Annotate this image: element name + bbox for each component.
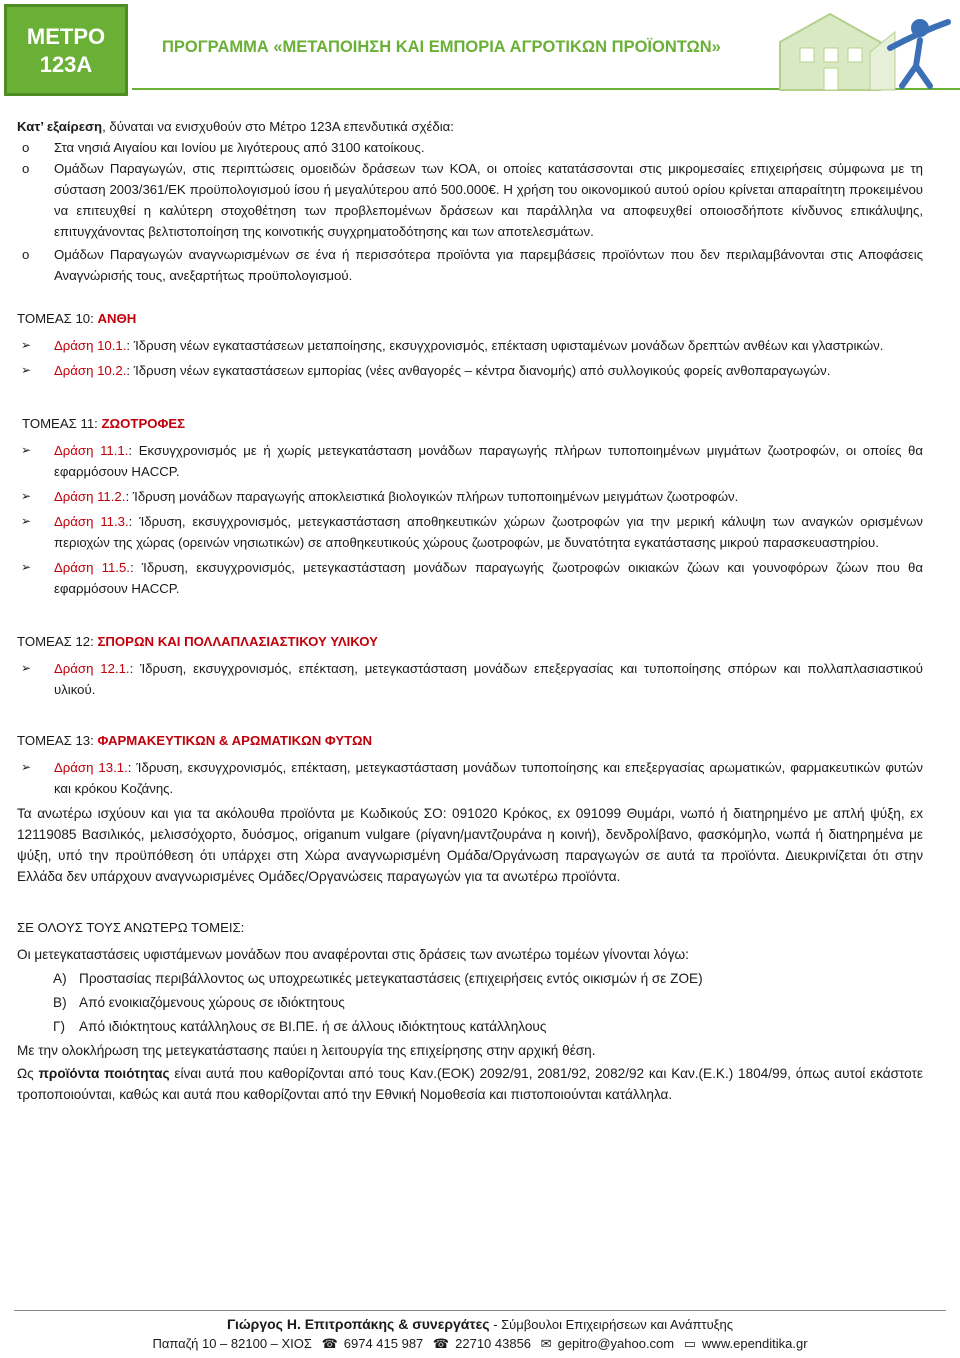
- intro-bullet: o Στα νησιά Αιγαίου και Ιονίου με λιγότερους από 3100 κατοίκους.: [22, 140, 425, 155]
- all-sectors-heading: ΣΕ ΟΛΟΥΣ ΤΟΥΣ ΑΝΩΤΕΡΩ ΤΟΜΕΙΣ:: [17, 920, 245, 935]
- quality-products-paragraph: Ως προϊόντα ποιότητας είναι αυτά που καθορίζονται από τους Καν.(ΕΟΚ) 2092/91, 2081/92, 2082/92 και Καν.(Ε.Κ.) 1804/99, όπως αυτοί εκάστοτε τροποποιούνται, καθώς και αυτά που καθορίζονται από την Εθνική Νομοθεσία και πιστοποιούνται κατάλληλα.: [17, 1066, 923, 1102]
- sector13-heading: ΤΟΜΕΑΣ 13: ΦΑΡΜΑΚΕΥΤΙΚΩΝ & ΑΡΩΜΑΤΙΚΩΝ ΦΥΤΩΝ: [17, 733, 373, 748]
- action-item: ➢ Δράση 11.1.: Εκσυγχρονισμός με ή χωρίς μετεγκατάσταση μονάδων παραγωγής πλήρων τυποποιημένων μιγμάτων ζωοτροφών, οι οποίες θα εφαρμόσουν HACCP.: [21, 443, 923, 479]
- house-person-logo-icon: [770, 2, 958, 94]
- footer-company: Γιώργος Η. Επιτροπάκης & συνεργάτες - Σύμβουλοι Επιχειρήσεων και Ανάπτυξης: [226, 1316, 733, 1332]
- sector11-heading: ΤΟΜΕΑΣ 11: ΖΩΟΤΡΟΦΕΣ: [22, 416, 186, 431]
- logo-line2: 123Α: [39, 52, 93, 77]
- document-body: [17, 116, 923, 1105]
- relocation-completion: Με την ολοκλήρωση της μετεγκατάστασης παύει η λειτουργία της επιχείρησης στην αρχική θέση.: [17, 1043, 596, 1058]
- footer-address: Παπαζή 10 – 82100 – ΧΙΟΣ: [152, 1336, 312, 1351]
- action-item: ➢ Δράση 10.2.: Ίδρυση νέων εγκαταστάσεων εμπορίας (νέες ανθαγορές – κέντρα διανομής) από συλλογικούς φορείς ανθοπαραγωγών.: [21, 363, 831, 378]
- intro-lead: Κατ’ εξαίρεση, δύναται να ενισχυθούν στο Μέτρο 123Α επενδυτικά σχέδια:: [17, 119, 454, 134]
- relocation-intro: Οι μετεγκαταστάσεις υφιστάμενων μονάδων που αναφέρονται στις δράσεις των ανωτέρω τομέων γίνονται λόγω:: [17, 947, 689, 962]
- program-title: ΠΡΟΓΡΑΜΜΑ «ΜΕΤΑΠΟΙΗΣΗ ΚΑΙ ΕΜΠΟΡΙΑ ΑΓΡΟΤΙΚΩΝ ΠΡΟΪΟΝΤΩΝ»: [162, 38, 721, 56]
- relocation-reason: Β) Από ενοικιαζόμενους χώρους σε ιδιόκτητους: [53, 995, 345, 1010]
- intro-bullet: o Ομάδων Παραγωγών αναγνωρισμένων σε ένα ή περισσότερα προϊόντα για παρεμβάσεις προϊόντων που δεν περιλαμβάνονται στις Αποφάσεις Αναγνώρισής τους, ανεξαρτήτως προϋπολογισμού.: [22, 247, 923, 283]
- action-item: ➢ Δράση 12.1.: Ίδρυση, εκσυγχρονισμός, επέκταση, μετεγκαστάσταση μονάδων επεξεργασίας και τυποποίησης σπόρων και πολλαπλασιαστικού υλικού.: [21, 661, 924, 697]
- page-header: [0, 0, 960, 100]
- action-item: ➢ Δράση 11.3.: Ίδρυση, εκσυγχρονισμός, μετεγκαστάσταση αποθηκευτικών χώρων ζωοτροφών για την μερική κάλυψη των αναγκών ορισμένων περιοχών της χώρας (ορεινών νησιωτικών) σε αποθηκευτικούς χώρους ζωοτροφών, με δυνατότητα εγκατάστασης μικρού παρασκευαστηρίου.: [21, 514, 923, 550]
- measure-logo: [4, 4, 128, 96]
- relocation-reason: Α) Προστασίας περιβάλλοντος ως υποχρεωτικές μετεγκαταστάσεις (επιχειρήσεις εντός οικισμών ή σε ΖΟΕ): [53, 971, 703, 986]
- intro-bullet: o Ομάδων Παραγωγών, στις περιπτώσεις ομοειδών δράσεων των ΚΟΑ, οι οποίες κατατάσσονται στις μικρομεσαίες επιχειρήσεις σύμφωνα με τη σύσταση 2003/361/ΕΚ προϋπολογισμού ίσου ή μεγαλύτερου από 500.000€. Η χρήση του οικονομικού αυτού ορίου κρίνεται απαραίτητη προκειμένου να επιτευχθεί η καλύτερη στοχοθέτηση των προβλεπομένων δράσεων και παράλληλα να αποφευχθεί οποιοσδήποτε κίνδυνος επικάλυψης, επιτυγχάνοντας βελτιστοποίηση της κοινοτικής συγχρηματοδότησης και των αποτελεσμάτων.: [22, 161, 923, 239]
- footer-divider: [14, 1310, 946, 1311]
- computer-icon: ▭: [683, 1336, 697, 1351]
- phone-icon: ☎: [432, 1336, 450, 1351]
- action-item: ➢ Δράση 10.1.: Ίδρυση νέων εγκαταστάσεων μεταποίησης, εκσυγχρονισμός, επέκταση υφισταμένων μονάδων δρεπτών ανθέων και γλαστρικών.: [21, 338, 884, 353]
- sector10-heading: ΤΟΜΕΑΣ 10: ΑΝΘΗ: [17, 311, 137, 326]
- sector12-heading: ΤΟΜΕΑΣ 12: ΣΠΟΡΩΝ ΚΑΙ ΠΟΛΛΑΠΛΑΣΙΑΣΤΙΚΟΥ ΥΛΙΚΟΥ: [17, 634, 378, 649]
- logo-line1: ΜΕΤΡΟ: [26, 24, 106, 49]
- action-item: ➢ Δράση 11.5.: Ίδρυση, εκσυγχρονισμός, μετεγκαστάσταση μονάδων παραγωγής ζωοτροφών οικιακών ζώων και γουνοφόρων ζώων που θα εφαρμόσουν HACCP.: [21, 560, 923, 596]
- sector13-note: Τα ανωτέρω ισχύουν και για τα ακόλουθα προϊόντα με Κωδικούς ΣΟ: 091020 Κρόκος, εx 091099 Θυμάρι, νωπό ή διατηρημένο με απλή ψύξη, εx 12119085 Βασιλικός, μελισσόχορτο, δυόσμος, origanum vulgare (ρίγανη/μαντζουράνα η κοινή), δενδρολίβανο, φασκόμηλο, νωπά ή διατηρημένα με ψύξη, υπό την προϋπόθεση ότι υπάρχει στη Χώρα αναγνωρισμένη Ομάδα/Οργάνωση παραγωγών σε αυτά τα προϊόντα. Διευκρινίζεται ότι στην Ελλάδα δεν υπάρχουν αναγνωρισμένες Ομάδες/Οργανώσεις παραγωγών για τα ανωτέρω προϊόντα.: [17, 806, 923, 884]
- footer-email[interactable]: gepitro@yahoo.com: [557, 1336, 675, 1351]
- footer-mobile: 6974 415 987: [343, 1336, 424, 1351]
- footer-website[interactable]: www.ependitika.gr: [702, 1336, 808, 1351]
- footer-phone: 22710 43856: [455, 1336, 532, 1351]
- email-icon: ✉: [540, 1336, 552, 1351]
- action-item: ➢ Δράση 11.2.: Ίδρυση μονάδων παραγωγής αποκλειστικά βιολογικών πλήρων τυποποιημένων μειγμάτων ζωοτροφών.: [21, 489, 739, 504]
- relocation-reason: Γ) Από ιδιόκτητους κατάλληλους σε ΒΙ.ΠΕ. ή σε άλλους ιδιόκτητους κατάλληλους: [53, 1019, 547, 1034]
- footer-contacts: [0, 1336, 960, 1352]
- mobile-icon: ☎: [321, 1336, 338, 1351]
- action-item: ➢ Δράση 13.1.: Ίδρυση, εκσυγχρονισμός, επέκταση, μετεγκαστάσταση μονάδων τυποποίησης και επεξεργασίας αρωματικών, φαρμακευτικών φυτών και κρόκου Κοζάνης.: [21, 760, 923, 796]
